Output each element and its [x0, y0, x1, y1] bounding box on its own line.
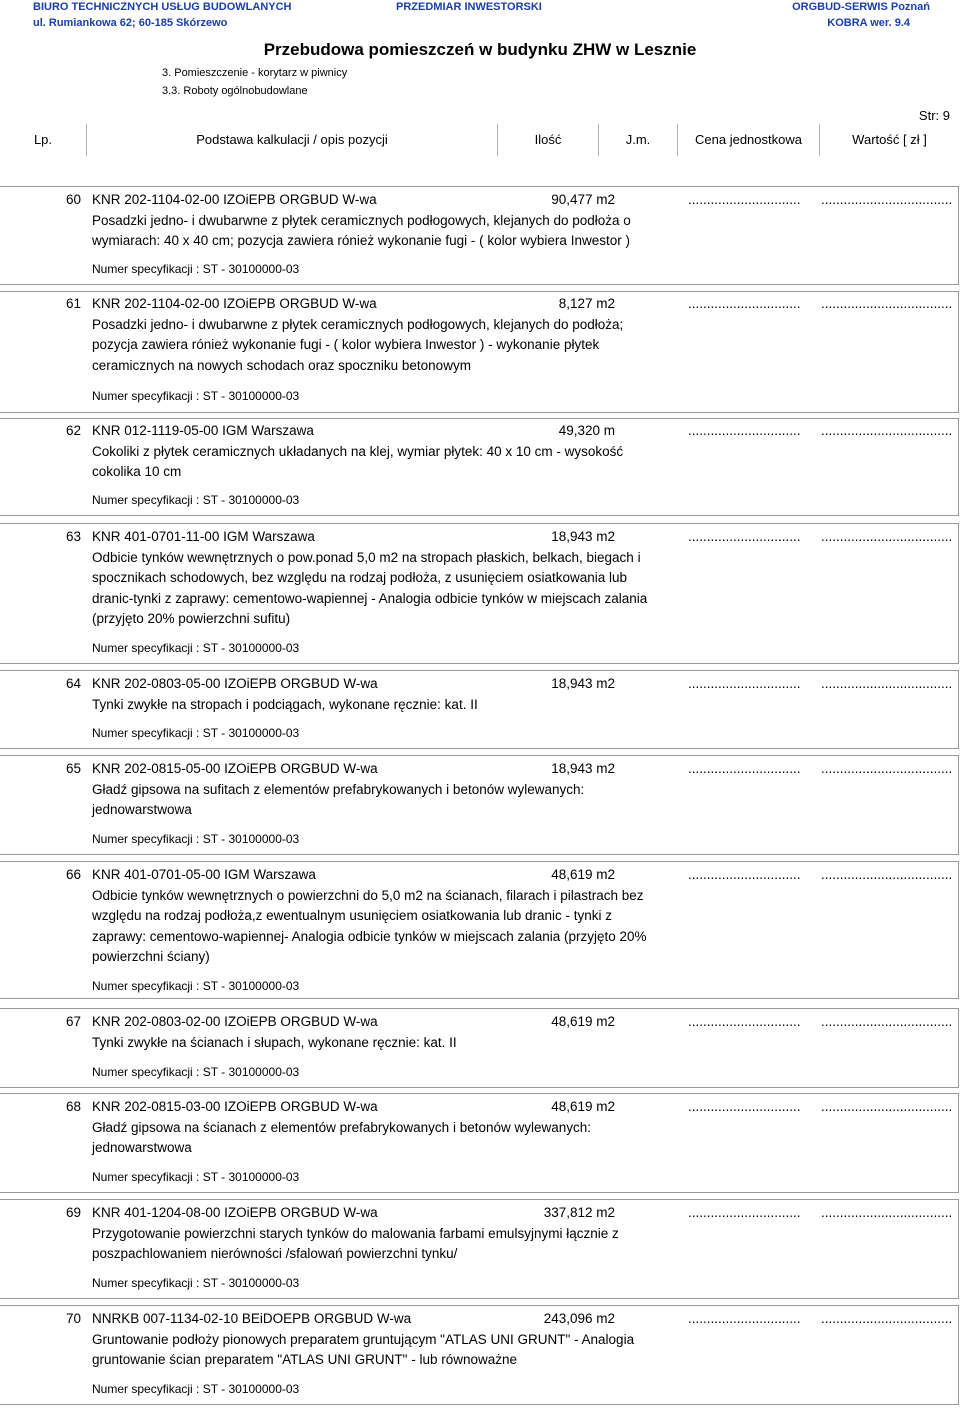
item-value: ...................................: [821, 1014, 953, 1029]
item-unit-price: ..............................: [688, 1014, 801, 1029]
item-unit-price: ..............................: [688, 676, 801, 691]
company-name: BIURO TECHNICZNYCH USŁUG BUDOWLANYCH: [33, 1, 292, 13]
item-spec: Numer specyfikacji : ST - 30100000-03: [92, 262, 300, 276]
item-quantity: 337,812 m2: [543, 1205, 615, 1220]
item-description: Posadzki jedno- i dwubarwne z płytek ceramicznych podłogowych, klejanych do podłoża o wymiarach: 40 x 40 cm; pozycja zawiera rónież wykonanie fugi - ( kolor wybiera Inwestor ): [92, 212, 631, 248]
item-number: 66: [66, 867, 82, 882]
item-description: Posadzki jedno- i dwubarwne z płytek ceramicznych podłogowych, klejanych do podłoża; pozycja zawiera rónież wykonanie fugi - ( kolor wybiera Inwestor ) - wykonanie płytek ceramicznych na nowych schodach oraz spoczniku betonowym: [92, 316, 624, 373]
item-spec: Numer specyfikacji : ST - 30100000-03: [92, 979, 300, 993]
column-header-value: Wartość [ zł ]: [852, 132, 927, 147]
item-number: 70: [66, 1311, 82, 1326]
item-value: ...................................: [821, 1311, 953, 1326]
column-header-description: Podstawa kalkulacji / opis pozycji: [87, 124, 498, 156]
item-quantity: 18,943 m2: [551, 676, 615, 691]
item-spec: Numer specyfikacji : ST - 30100000-03: [92, 1382, 300, 1396]
software-version: KOBRA wer. 9.4: [827, 17, 910, 29]
column-header-unit-price: Cena jednostkowa: [678, 124, 820, 156]
item-quantity: 18,943 m2: [551, 529, 615, 544]
item-unit-price: ..............................: [688, 761, 801, 776]
item-number: 62: [66, 423, 82, 438]
company-address: ul. Rumiankowa 62; 60-185 Skórzewo: [33, 17, 228, 29]
item-description: Cokoliki z płytek ceramicznych układanych na klej, wymiar płytek: 40 x 10 cm - wysokość cokolika 10 cm: [92, 443, 624, 479]
item-quantity: 49,320 m: [558, 423, 615, 438]
item-quantity: 18,943 m2: [551, 761, 615, 776]
item-value: ...................................: [821, 761, 953, 776]
item-quantity: 48,619 m2: [551, 867, 615, 882]
item-description: Tynki zwykłe na stropach i podciągach, wykonane ręcznie: kat. II: [92, 696, 478, 712]
item-description: Gładź gipsowa na sufitach z elementów prefabrykowanych i betonów wylewanych: jednowarstwowa: [92, 781, 585, 817]
item-spec: Numer specyfikacji : ST - 30100000-03: [92, 1276, 300, 1290]
item-quantity: 48,619 m2: [551, 1014, 615, 1029]
item-spec: Numer specyfikacji : ST - 30100000-03: [92, 832, 300, 846]
item-description: Odbicie tynków wewnętrznych o pow.ponad 5,0 m2 na stropach płaskich, belkach, biegach i spocznikach schodowych, bez względu na rodzaj podłoża, z usunięciem osiatkowania lub dranic-tynki z zaprawy: cementowo-wapiennej - Analogia odbicie tynków w miejscach zalania (przyjęto 20% powierzchni sufitu): [92, 549, 648, 626]
item-code: KNR 202-0803-02-00 IZOiEPB ORGBUD W-wa: [92, 1014, 378, 1029]
item-code: KNR 202-0815-03-00 IZOiEPB ORGBUD W-wa: [92, 1099, 378, 1114]
item-spec: Numer specyfikacji : ST - 30100000-03: [92, 726, 300, 740]
item-code: KNR 202-0803-05-00 IZOiEPB ORGBUD W-wa: [92, 676, 378, 691]
column-header-unit: J.m.: [599, 124, 678, 156]
item-quantity: 8,127 m2: [558, 296, 615, 311]
item-description: Gruntowanie podłoży pionowych preparatem gruntującym "ATLAS UNI GRUNT" - Analogia gruntowanie ścian preparatem "ATLAS UNI GRUNT" - lub równoważne: [92, 1331, 635, 1367]
item-value: ...................................: [821, 676, 953, 691]
item-quantity: 48,619 m2: [551, 1099, 615, 1114]
item-spec: Numer specyfikacji : ST - 30100000-03: [92, 641, 300, 655]
item-description: Odbicie tynków wewnętrznych o powierzchni do 5,0 m2 na ścianach, filarach i pilastrach bez względu na rodzaj podłoża,z ewentualnym usunięciem osiatkowania lub dranic - tynki z zaprawy: cementowo-wapiennej- Analogia odbicie tynków w miejscach zalania (przyjęto 20% powierzchni ściany): [92, 887, 647, 964]
item-code: KNR 202-0815-05-00 IZOiEPB ORGBUD W-wa: [92, 761, 378, 776]
item-description: Gładź gipsowa na ścianach z elementów prefabrykowanych i betonów wylewanych: jednowarstwowa: [92, 1119, 592, 1155]
item-code: KNR 202-1104-02-00 IZOiEPB ORGBUD W-wa: [92, 192, 377, 207]
item-number: 67: [66, 1014, 82, 1029]
item-value: ...................................: [821, 192, 953, 207]
item-quantity: 90,477 m2: [551, 192, 615, 207]
item-number: 64: [66, 676, 82, 691]
item-unit-price: ..............................: [688, 867, 801, 882]
document-type: PRZEDMIAR INWESTORSKI: [396, 1, 542, 13]
item-value: ...................................: [821, 296, 953, 311]
item-unit-price: ..............................: [688, 1205, 801, 1220]
item-value: ...................................: [821, 1099, 953, 1114]
item-value: ...................................: [821, 423, 953, 438]
software-name: ORGBUD-SERWIS Poznań: [792, 1, 930, 13]
item-number: 65: [66, 761, 82, 776]
item-unit-price: ..............................: [688, 1311, 801, 1326]
item-code: KNR 401-0701-05-00 IGM Warszawa: [92, 867, 316, 882]
project-title: Przebudowa pomieszczeń w budynku ZHW w Lesznie: [263, 40, 697, 59]
column-header-lp: Lp.: [0, 124, 87, 156]
item-value: ...................................: [821, 1205, 953, 1220]
item-quantity: 243,096 m2: [543, 1311, 615, 1326]
item-number: 60: [66, 192, 82, 207]
page-number: Str: 9: [918, 108, 950, 123]
item-value: ...................................: [821, 529, 953, 544]
item-unit-price: ..............................: [688, 423, 801, 438]
item-unit-price: ..............................: [688, 529, 801, 544]
column-header-quantity: Ilość: [498, 124, 599, 156]
section-heading: 3. Pomieszczenie - korytarz w piwnicy: [162, 67, 348, 79]
subsection-heading: 3.3. Roboty ogólnobudowlane: [162, 85, 308, 97]
item-spec: Numer specyfikacji : ST - 30100000-03: [92, 389, 300, 403]
column-header-row: [0, 124, 960, 156]
item-spec: Numer specyfikacji : ST - 30100000-03: [92, 1170, 300, 1184]
item-unit-price: ..............................: [688, 192, 801, 207]
item-spec: Numer specyfikacji : ST - 30100000-03: [92, 1065, 300, 1079]
item-code: KNR 012-1119-05-00 IGM Warszawa: [92, 423, 314, 438]
item-number: 63: [66, 529, 82, 544]
item-unit-price: ..............................: [688, 296, 801, 311]
item-code: KNR 202-1104-02-00 IZOiEPB ORGBUD W-wa: [92, 296, 377, 311]
item-code: KNR 401-1204-08-00 IZOiEPB ORGBUD W-wa: [92, 1205, 378, 1220]
item-number: 61: [66, 296, 82, 311]
item-number: 69: [66, 1205, 82, 1220]
item-value: ...................................: [821, 867, 953, 882]
item-spec: Numer specyfikacji : ST - 30100000-03: [92, 493, 300, 507]
item-number: 68: [66, 1099, 82, 1114]
item-unit-price: ..............................: [688, 1099, 801, 1114]
item-description: Przygotowanie powierzchni starych tynków do malowania farbami emulsyjnymi łącznie z poszpachlowaniem nierówności /sfalowań powierzchni tynku/: [92, 1225, 619, 1261]
item-description: Tynki zwykłe na ścianach i słupach, wykonane ręcznie: kat. II: [92, 1034, 457, 1050]
item-code: KNR 401-0701-11-00 IGM Warszawa: [92, 529, 315, 544]
item-code: NNRKB 007-1134-02-10 BEiDOEPB ORGBUD W-wa: [92, 1311, 412, 1326]
